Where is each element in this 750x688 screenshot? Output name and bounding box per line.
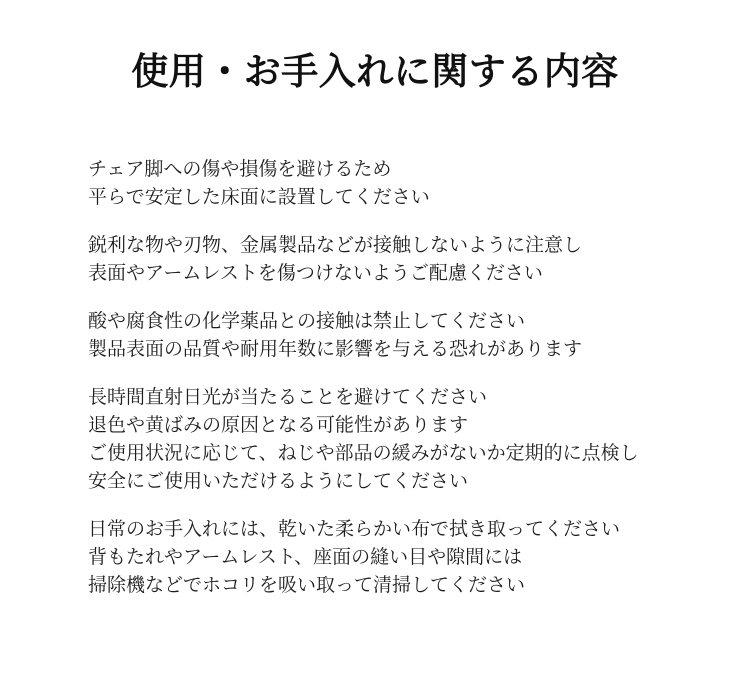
- instruction-line: 日常のお手入れには、乾いた柔らかい布で拭き取ってください: [88, 518, 621, 540]
- instruction-line: ご使用状況に応じて、ねじや部品の緩みがないか定期的に点検し: [88, 442, 639, 464]
- section-chemicals: [88, 307, 728, 363]
- instruction-line: チェア脚への傷や損傷を避けるため: [88, 158, 392, 180]
- section-sharp-objects: [88, 231, 728, 287]
- instruction-line: 長時間直射日光が当たることを避けてください: [88, 386, 488, 408]
- instruction-line: 製品表面の品質や耐用年数に影響を与える恐れがあります: [88, 338, 583, 360]
- instruction-line: 酸や腐食性の化学薬品との接触は禁止してください: [88, 310, 526, 332]
- instruction-line: 表面やアームレストを傷つけないようご配慮ください: [88, 262, 543, 284]
- section-daily-cleaning: [88, 515, 728, 599]
- instruction-line: 安全にご使用いただけるようにしてください: [88, 470, 469, 492]
- instruction-line: 平らで安定した床面に設置してください: [88, 186, 430, 208]
- page-title: 使用・お手入れに関する内容: [131, 50, 619, 93]
- section-chair-legs: [88, 155, 728, 211]
- instruction-line: 掃除機などでホコリを吸い取って清掃してください: [88, 574, 526, 596]
- instruction-line: 背もたれやアームレスト、座面の縫い目や隙間には: [88, 546, 523, 568]
- instruction-line: 鋭利な物や刃物、金属製品などが接触しないように注意し: [88, 234, 583, 256]
- instruction-line: 退色や黄ばみの原因となる可能性があります: [88, 414, 469, 436]
- section-sunlight-inspection: [88, 383, 728, 495]
- instructions-body: [88, 155, 728, 619]
